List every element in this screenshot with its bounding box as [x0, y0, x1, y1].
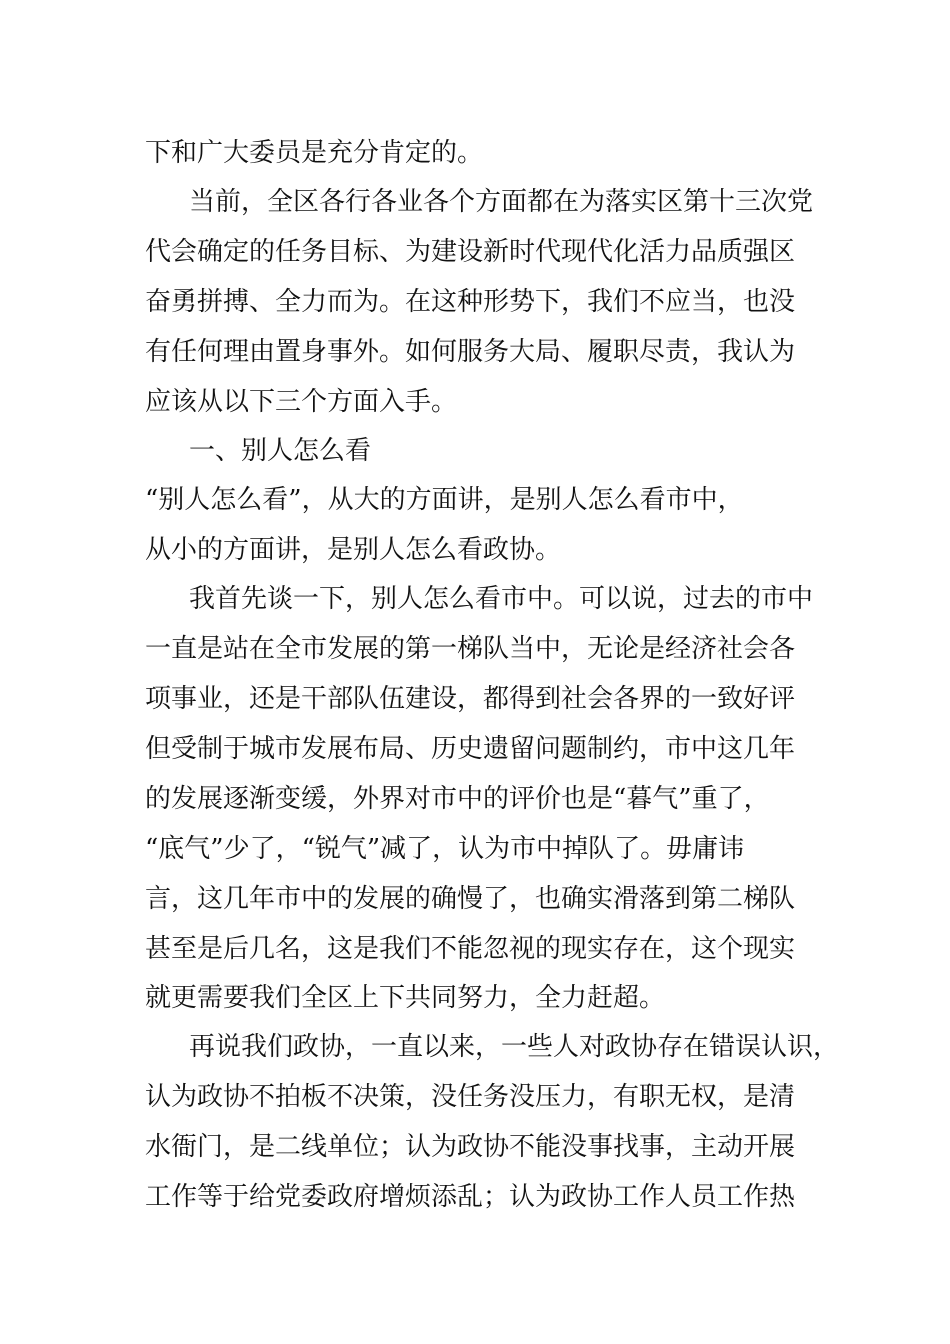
text-line-21: 水衙门，是二线单位；认为政协不能没事找事，主动开展: [145, 1132, 796, 1162]
text-line-8: “别人怎么看”，从大的方面讲，是别人怎么看市中，: [145, 485, 744, 515]
text-line-6: 应该从以下三个方面入手。: [145, 387, 458, 417]
text-line-11: 一直是站在全市发展的第一梯队当中，无论是经济社会各: [145, 634, 796, 664]
text-line-18: 就更需要我们全区上下共同努力，全力赶超。: [145, 983, 666, 1013]
text-line-4: 奋勇拼搏、全力而为。在这种形势下，我们不应当，也没: [145, 287, 796, 317]
text-line-20: 认为政协不拍板不决策，没任务没压力，有职无权，是清: [145, 1082, 796, 1112]
text-line-1: 下和广大委员是充分肯定的。: [145, 138, 484, 168]
text-line-22: 工作等于给党委政府增烦添乱；认为政协工作人员工作热: [145, 1182, 796, 1212]
text-line-13: 但受制于城市发展布局、历史遗留问题制约，市中这几年: [145, 734, 796, 764]
text-line-12: 项事业，还是干部队伍建设，都得到社会各界的一致好评: [145, 684, 796, 714]
text-line-16: 言，这几年市中的发展的确慢了，也确实滑落到第二梯队: [145, 884, 796, 914]
text-line-17: 甚至是后几名，这是我们不能忽视的现实存在，这个现实: [145, 934, 796, 964]
text-line-19: 再说我们政协，一直以来，一些人对政协存在错误认识，: [189, 1032, 840, 1062]
text-line-2: 当前，全区各行各业各个方面都在为落实区第十三次党: [189, 187, 814, 217]
section-heading: 一、别人怎么看: [189, 436, 372, 466]
text-line-5: 有任何理由置身事外。如何服务大局、履职尽责，我认为: [145, 337, 796, 367]
text-line-3: 代会确定的任务目标、为建设新时代现代化活力品质强区: [145, 237, 796, 267]
text-line-14: 的发展逐渐变缓，外界对市中的评价也是“暮气”重了，: [145, 784, 770, 814]
text-line-15: “底气”少了，“锐气”减了，认为市中掉队了。毋庸讳: [145, 834, 745, 864]
text-line-10: 我首先谈一下，别人怎么看市中。可以说，过去的市中: [189, 584, 814, 614]
text-line-9: 从小的方面讲，是别人怎么看政协。: [145, 535, 562, 565]
